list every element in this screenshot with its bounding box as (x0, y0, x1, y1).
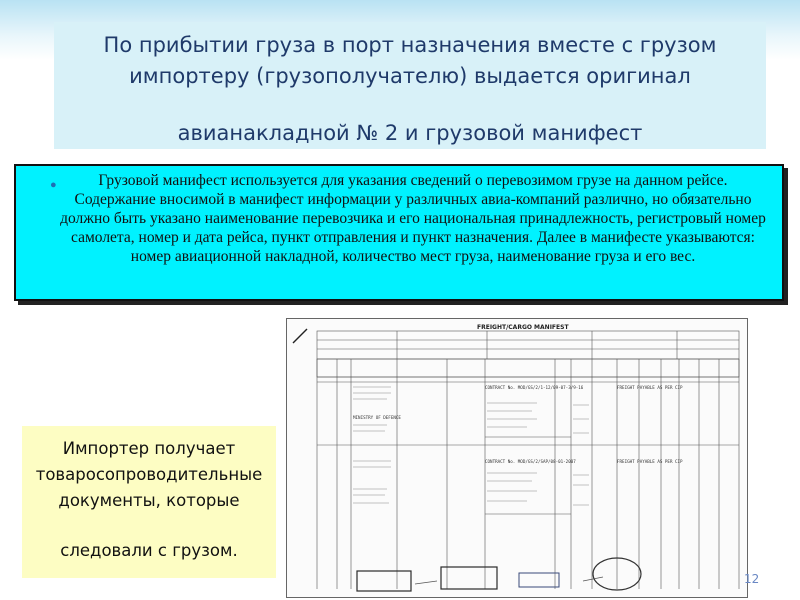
title-line-2: импортеру (грузополучателю) выдается оригинал (129, 64, 691, 88)
manifest-document-image (286, 318, 748, 598)
title-line-3: авианакладной № 2 и грузовой манифест (177, 121, 643, 145)
manifest-contract-2: CONTRACT No. MOD/GS/2/SAP/08-01-2007 (485, 459, 576, 464)
slide-number: 12 (744, 572, 760, 586)
slide-title (54, 22, 766, 149)
note-line-2: товаросопроводительные (35, 465, 263, 484)
note-line-3: документы, которые (58, 491, 240, 510)
manifest-consignee: MINISTRY OF DEFENCE (353, 415, 401, 420)
title-line-1: По прибытии груза в порт назначения вместе с грузом (103, 33, 717, 57)
manifest-remark-2: FREIGHT PAYABLE AS PER CIP (617, 459, 683, 464)
note-line-4: следовали с грузом. (60, 541, 238, 560)
info-text: Грузовой манифест используется для указания сведений о перевозимом грузе на данном рейсе. Содержание вносимой в манифест информации у различных авиа-компаний различно, но обязательно должно быть указано наименование перевозчика и его национальная принадлежность, регистровый номер самолета, номер и дата рейса, пункт отправления и пункт назначения. Далее в манифесте указываются: номер авиационной накладной, количество мест груза, наименование груза и его вес. (60, 172, 766, 265)
bullet-icon: ● (50, 179, 57, 191)
manifest-heading: FREIGHT/CARGO MANIFEST (477, 324, 569, 331)
manifest-contract-1: CONTRACT No. MOD/GS/2/1-12/09-07-3/9-16 (485, 385, 584, 390)
manifest-remark-1: FREIGHT PAYABLE AS PER CIP (617, 385, 683, 390)
info-box (14, 164, 784, 301)
manifest-scan (287, 319, 747, 597)
note-box (22, 426, 276, 578)
note-line-1: Импортер получает (62, 439, 236, 458)
